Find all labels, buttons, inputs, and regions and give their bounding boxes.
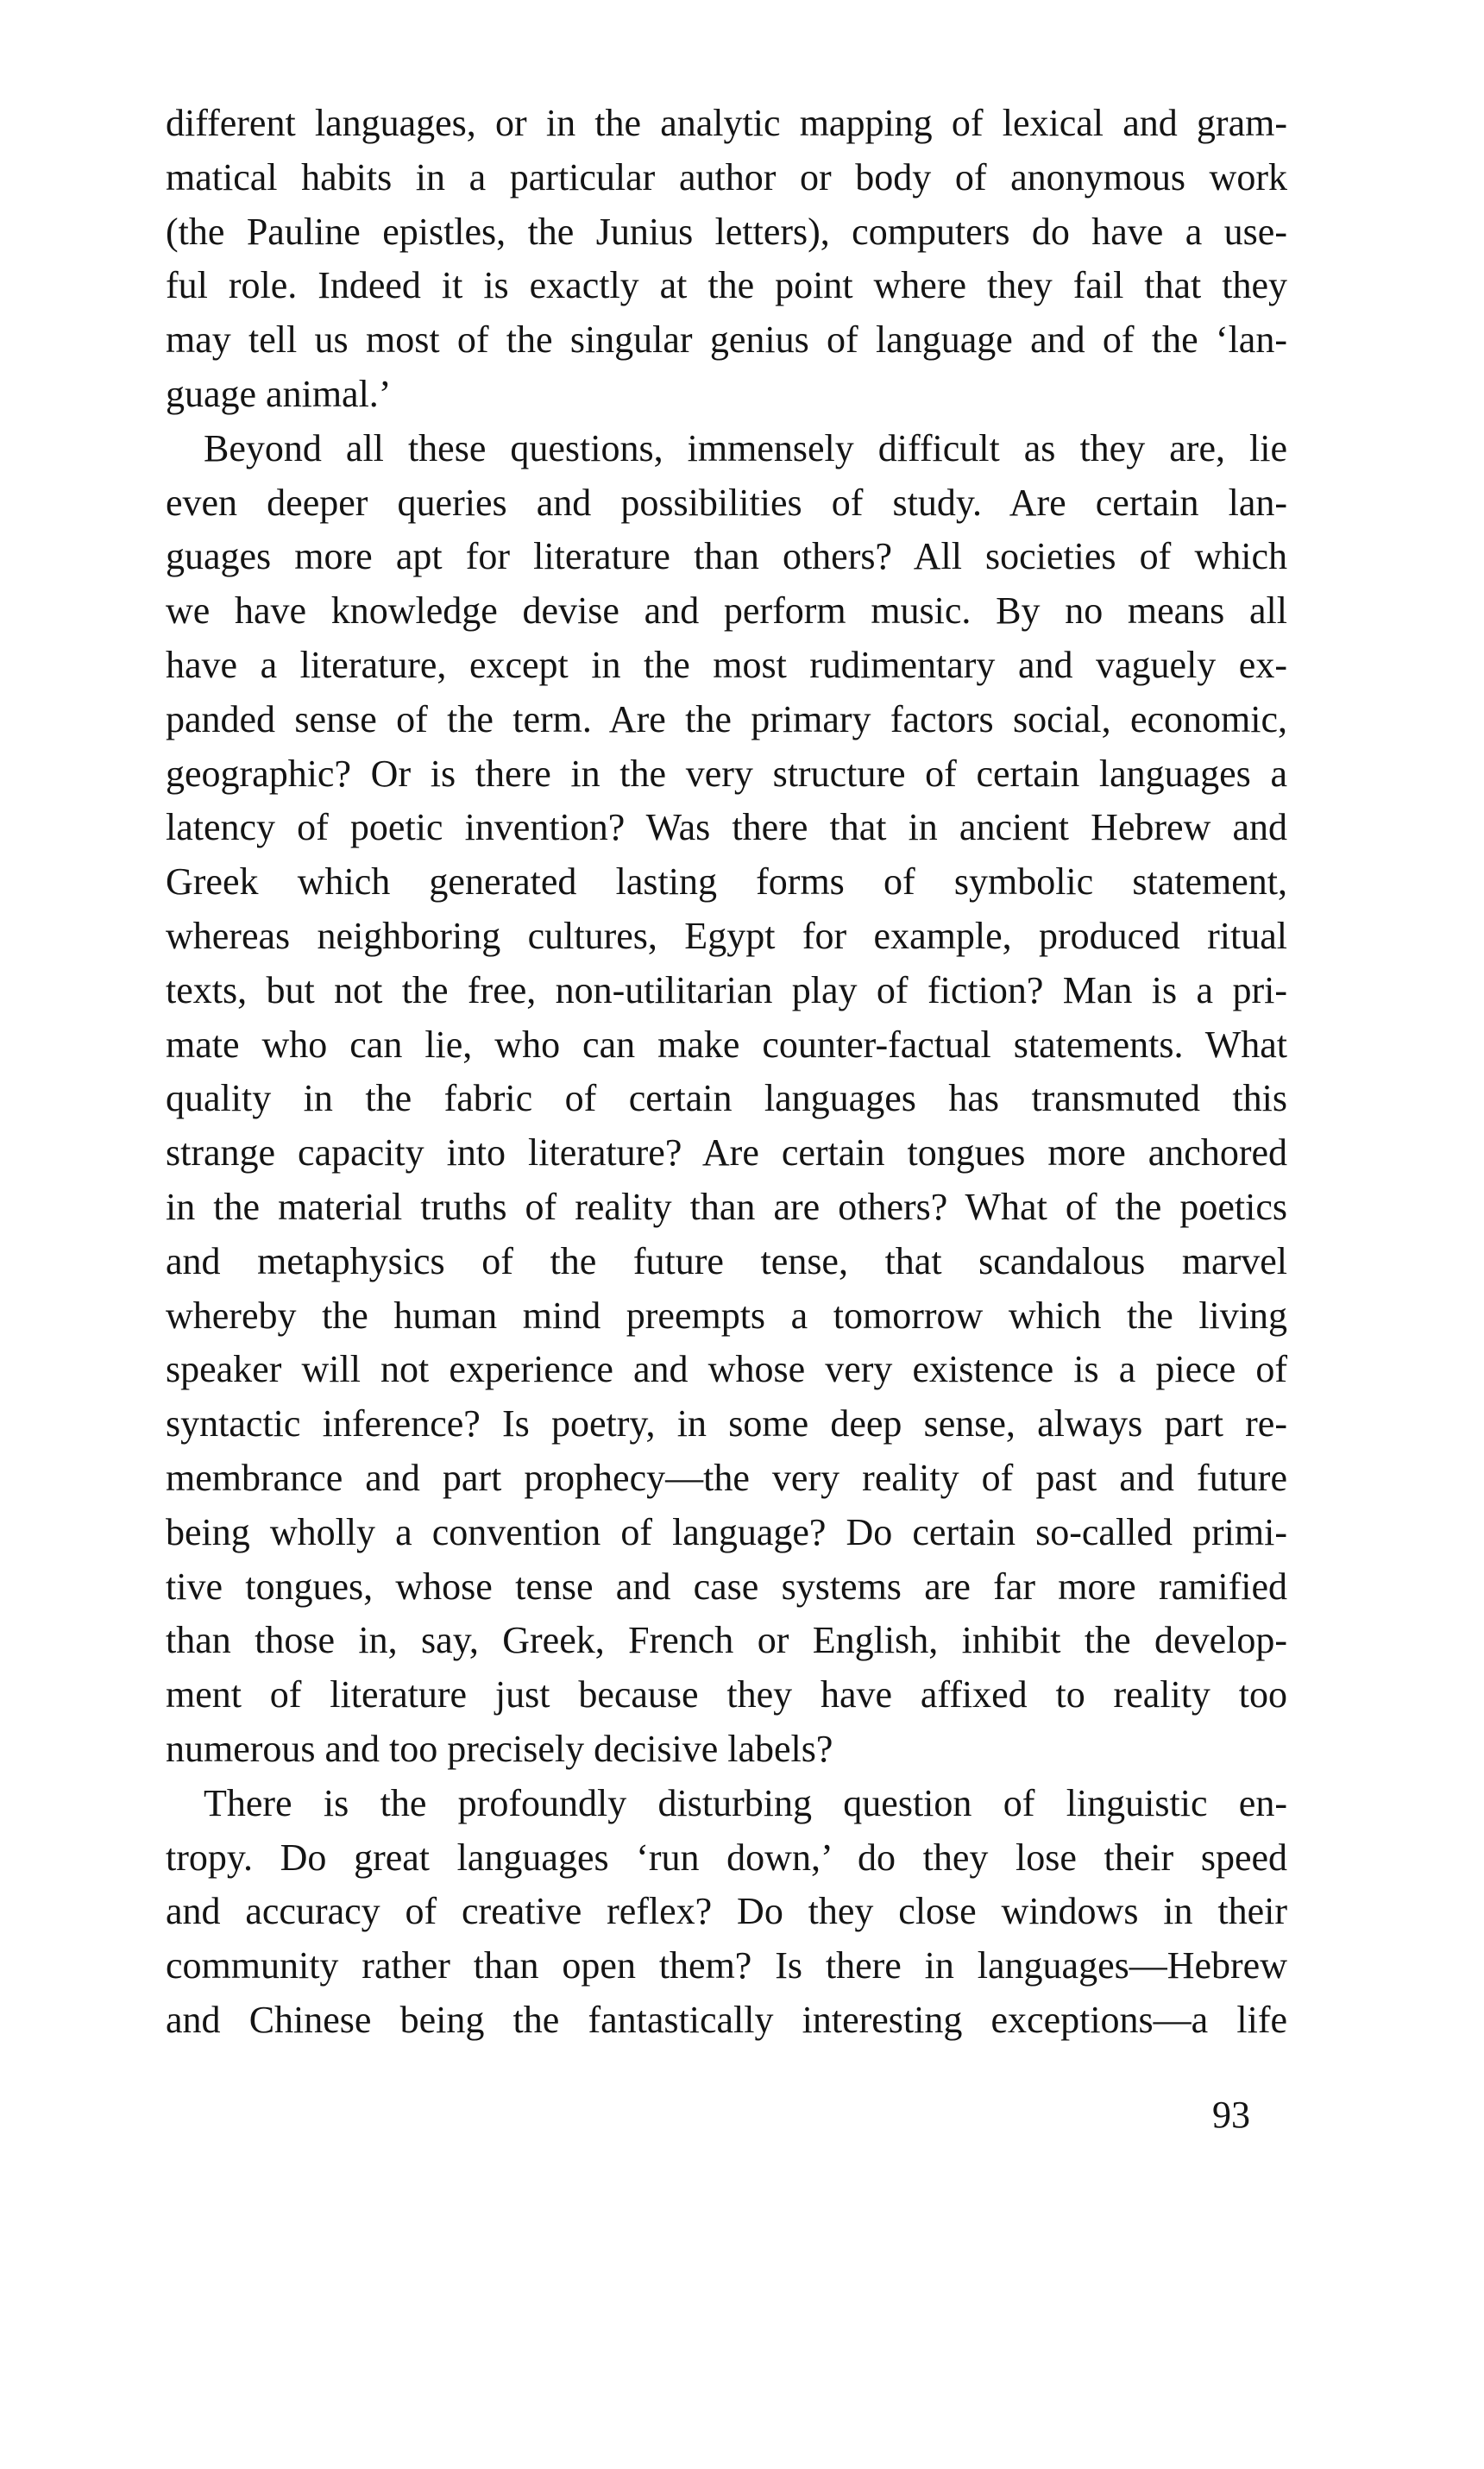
body-text <box>166 97 1287 2048</box>
text-line: ful role. Indeed it is exactly at the point where they fail that they <box>166 264 1287 307</box>
text-line: latency of poetic invention? Was there that in ancient Hebrew and <box>166 806 1287 849</box>
paragraph-2 <box>166 422 1287 1777</box>
text-line: membrance and part prophecy—the very reality of past and future <box>166 1456 1287 1499</box>
text-line: There is the profoundly disturbing question of linguistic en- <box>204 1781 1287 1824</box>
text-line-italic-do <box>166 205 1287 260</box>
text-line: texts, but not the free, non-utilitarian play of fiction? Man is a pri- <box>166 968 1287 1011</box>
text-line: matical habits in a particular author or body of anonymous work <box>166 155 1287 198</box>
text-line: different languages, or in the analytic mapping of lexical and gram- <box>166 102 1287 144</box>
text-line: syntactic inference? Is poetry, in some deep sense, always part re- <box>166 1402 1287 1445</box>
paragraph-1 <box>166 97 1287 422</box>
text-line: and metaphysics of the future tense, that scandalous marvel <box>166 1239 1287 1282</box>
paragraph-3 <box>166 1777 1287 2048</box>
text-line: whereas neighboring cultures, Egypt for example, produced ritual <box>166 914 1287 957</box>
page-number: 93 <box>1212 2094 1250 2136</box>
text-line: we have knowledge devise and perform music. By no means all <box>166 589 1287 633</box>
text-line: guages more apt for literature than others? All societies of which <box>166 535 1287 578</box>
text-line: mate who can lie, who can make counter-factual statements. What <box>166 1023 1287 1066</box>
text-line: numerous and too precisely decisive labels? <box>166 1727 833 1770</box>
text-line: Beyond all these questions, immensely difficult as they are, lie <box>204 426 1287 469</box>
text-line: guage animal.’ <box>166 372 392 415</box>
text-line: strange capacity into literature? Are certain tongues more anchored <box>166 1131 1287 1175</box>
text-line: have a literature, except in the most rudimentary and vaguely ex- <box>166 643 1287 686</box>
text-line: speaker will not experience and whose very existence is a piece of <box>166 1348 1287 1391</box>
text-line: than those in, say, Greek, French or English, inhibit the develop- <box>166 1619 1287 1662</box>
text-line: and accuracy of creative reflex? Do they close windows in their <box>166 1890 1287 1933</box>
text-line: being wholly a convention of language? Do certain so-called primi- <box>166 1510 1287 1553</box>
text-line: whereby the human mind preempts a tomorrow which the living <box>166 1294 1287 1337</box>
text-line: Greek which generated lasting forms of symbolic statement, <box>166 860 1287 904</box>
text-line: ment of literature just because they have affixed to reality too <box>166 1673 1287 1716</box>
text-line: and Chinese being the fantastically interesting exceptions—a life <box>166 1998 1287 2041</box>
text-line: in the material truths of reality than are others? What of the poetics <box>166 1185 1287 1228</box>
text-line: geographic? Or is there in the very structure of certain languages a <box>166 752 1287 795</box>
text-line: tive tongues, whose tense and case systems are far more ramified <box>166 1565 1287 1608</box>
text-line: may tell us most of the singular genius of language and of the ‘lan- <box>166 318 1287 362</box>
text-line: even deeper queries and possibilities of study. Are certain lan- <box>166 481 1287 524</box>
text-line: quality in the fabric of certain languages has transmuted this <box>166 1077 1287 1120</box>
text-line: panded sense of the term. Are the primary factors social, economic, <box>166 697 1287 740</box>
text-line: (the Pauline epistles, the Junius letters), computers do have a use- <box>166 210 1287 253</box>
text-line: community rather than open them? Is there in languages—Hebrew <box>166 1944 1287 1987</box>
text-line: tropy. Do great languages ‘run down,’ do they lose their speed <box>166 1836 1287 1879</box>
